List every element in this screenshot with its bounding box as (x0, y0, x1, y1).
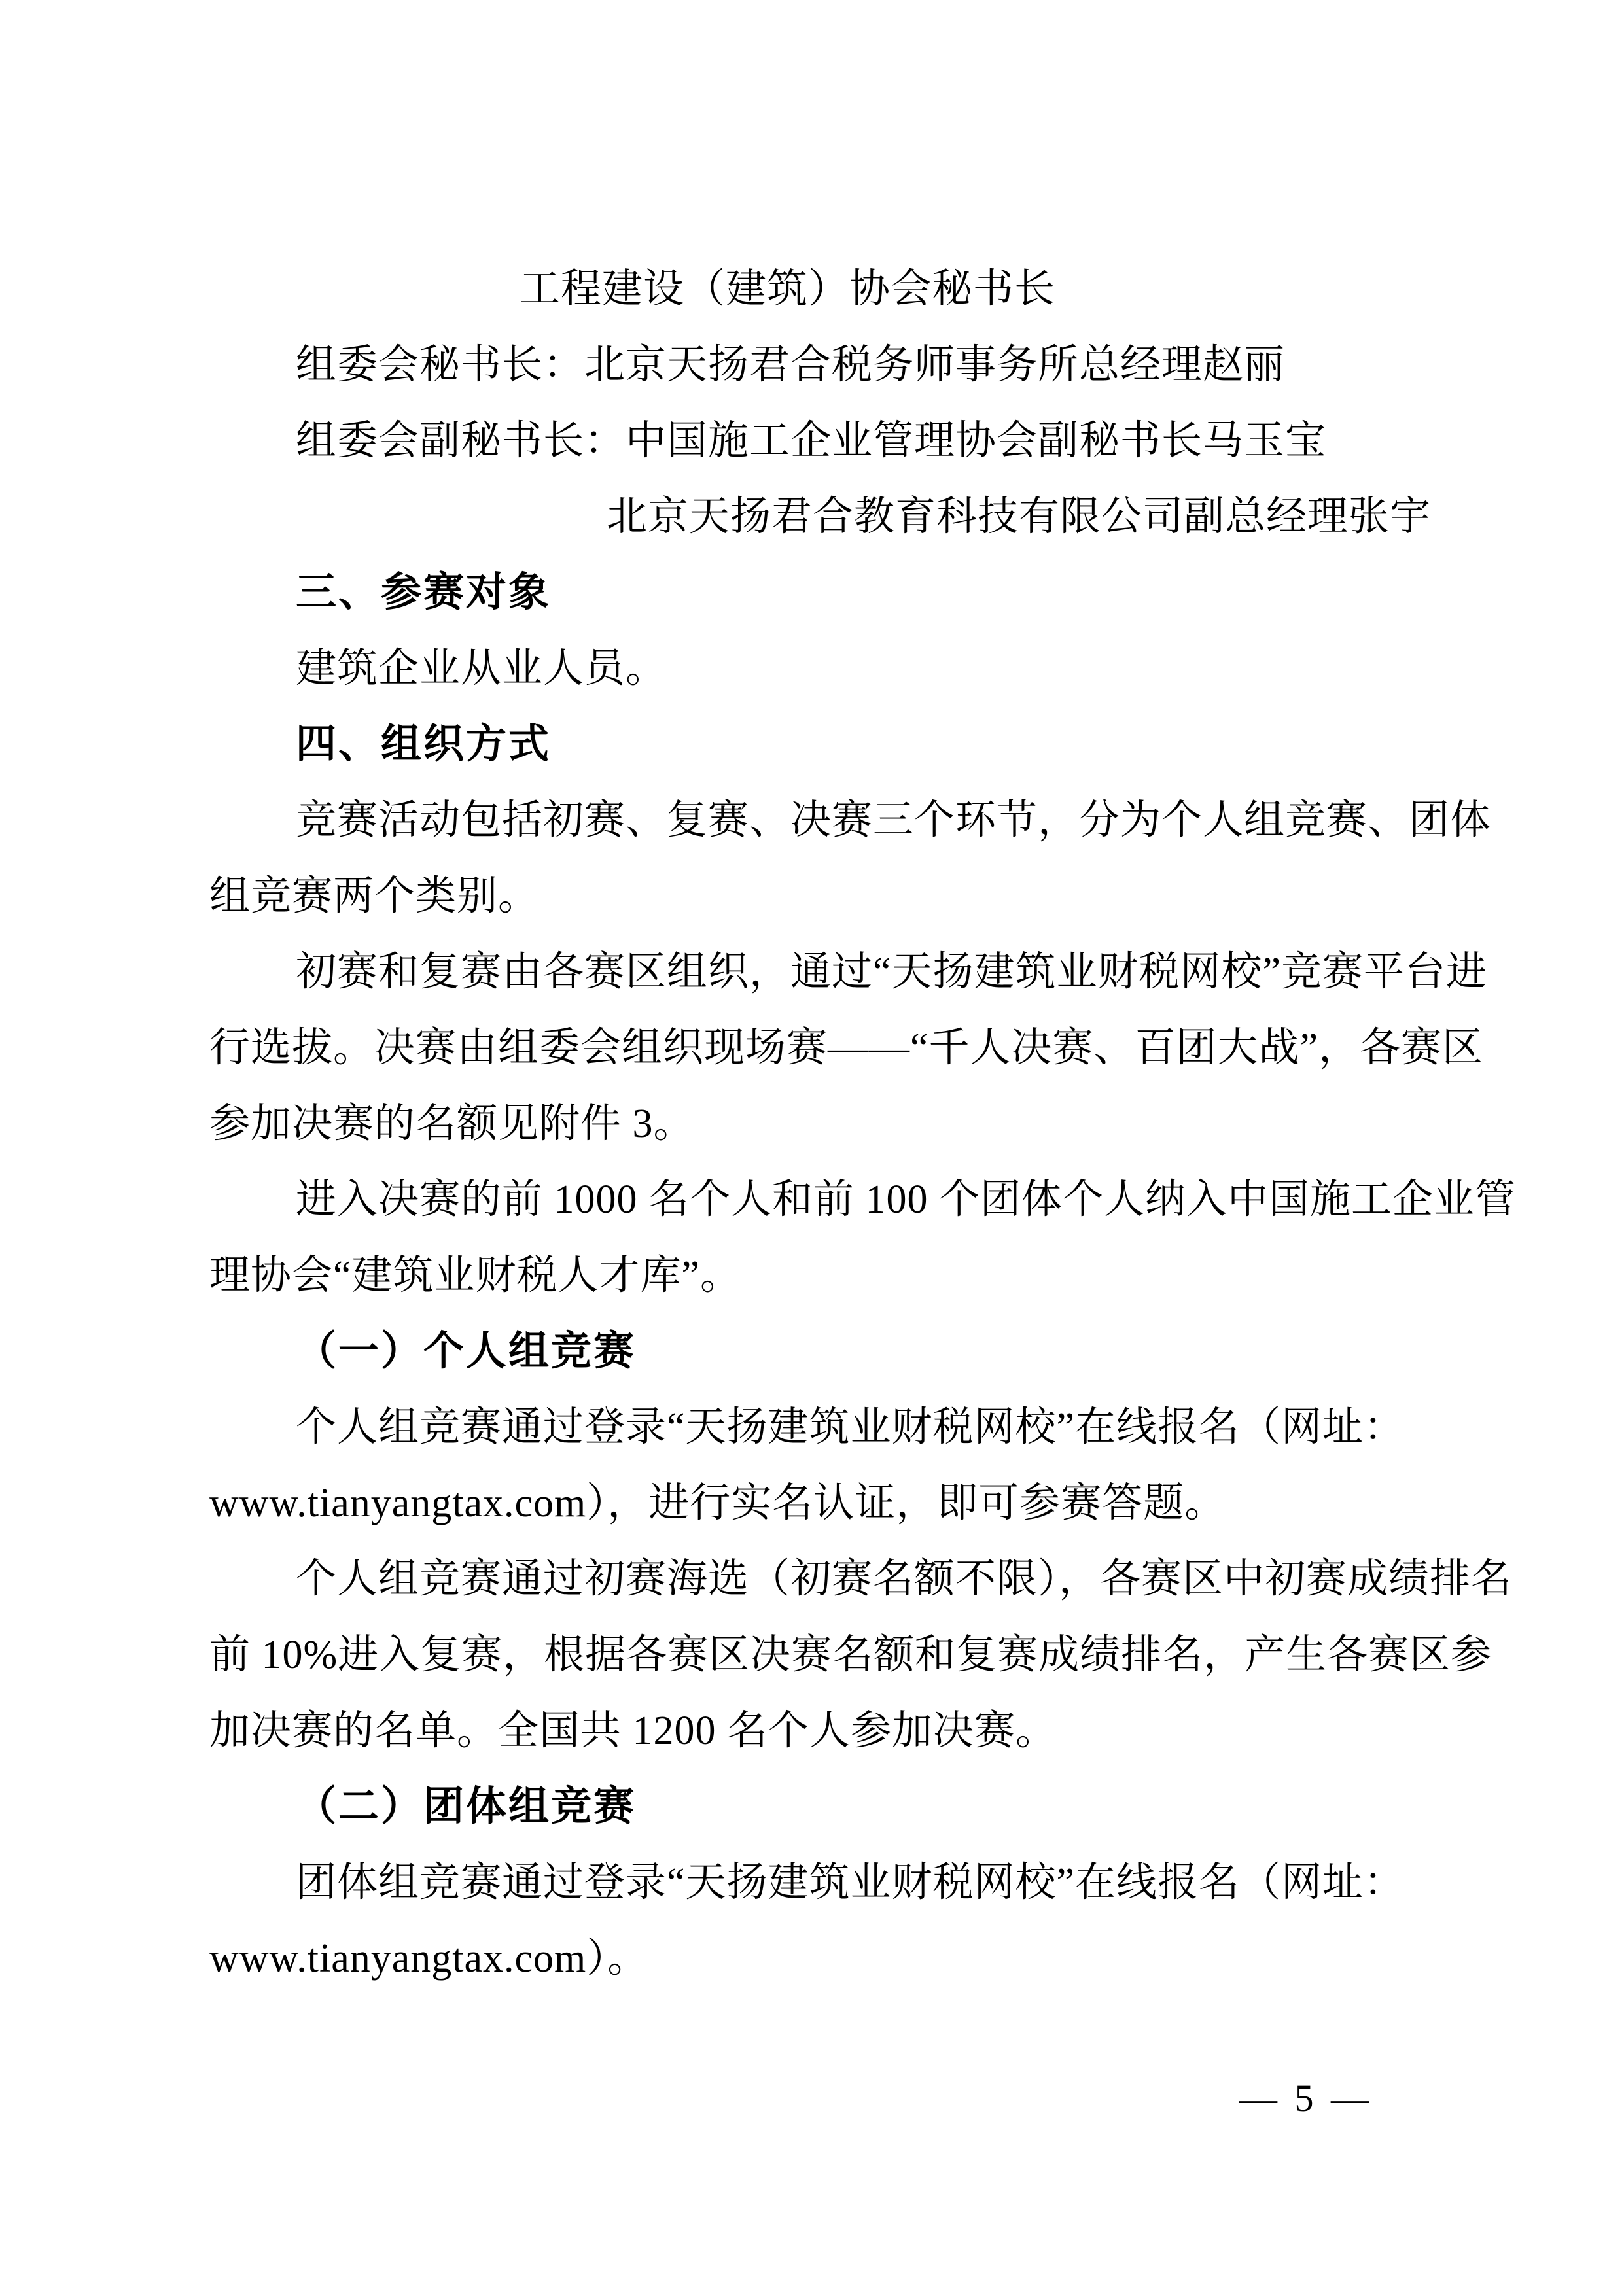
body-line: 前 10%进入复赛，根据各赛区决赛名额和复赛成绩排名，产生各赛区参 (209, 1633, 1492, 1677)
body-line: 理协会“建筑业财税人才库”。 (209, 1253, 742, 1298)
body-line: 组竞赛两个类别。 (209, 874, 540, 918)
subsection-heading-1: （一）个人组竞赛 (296, 1329, 637, 1374)
body-line: 组委会秘书长：北京天扬君合税务师事务所总经理赵丽 (296, 343, 1286, 387)
body-line: 行选拔。决赛由组委会组织现场赛——“千人决赛、百团大战”，各赛区 (209, 1026, 1484, 1070)
body-line: 初赛和复赛由各赛区组织，通过“天扬建筑业财税网校”竞赛平台进 (296, 950, 1488, 994)
body-line: 进入决赛的前 1000 名个人和前 100 个团体个人纳入中国施工企业管 (296, 1177, 1517, 1222)
section-heading-4: 四、组织方式 (296, 722, 552, 767)
body-line: 个人组竞赛通过登录“天扬建筑业财税网校”在线报名（网址： (296, 1405, 1405, 1450)
page-number: — 5 — (1239, 2077, 1373, 2119)
body-line: 建筑企业从业人员。 (296, 646, 667, 691)
body-line: 个人组竞赛通过初赛海选（初赛名额不限），各赛区中初赛成绩排名 (296, 1557, 1513, 1601)
body-line: 参加决赛的名额见附件 3。 (209, 1102, 695, 1146)
body-line: 组委会副秘书长：中国施工企业管理协会副秘书长马玉宝 (296, 419, 1327, 463)
subsection-heading-2: （二）团体组竞赛 (296, 1784, 637, 1829)
body-line: www.tianyangtax.com）。 (209, 1936, 649, 1981)
body-line: 加决赛的名单。全国共 1200 名个人参加决赛。 (209, 1709, 1057, 1753)
body-line: 团体组竞赛通过登录“天扬建筑业财税网校”在线报名（网址： (296, 1860, 1405, 1905)
section-heading-3: 三、参赛对象 (296, 570, 552, 615)
continuation-line: 工程建设（建筑）协会秘书长 (520, 267, 1056, 311)
body-line: 竞赛活动包括初赛、复赛、决赛三个环节，分为个人组竞赛、团体 (296, 798, 1492, 843)
document-body (209, 251, 1517, 1996)
continuation-line: 北京天扬君合教育科技有限公司副总经理张宇 (607, 495, 1432, 539)
body-line: www.tianyangtax.com），进行实名认证，即可参赛答题。 (209, 1481, 1226, 1525)
